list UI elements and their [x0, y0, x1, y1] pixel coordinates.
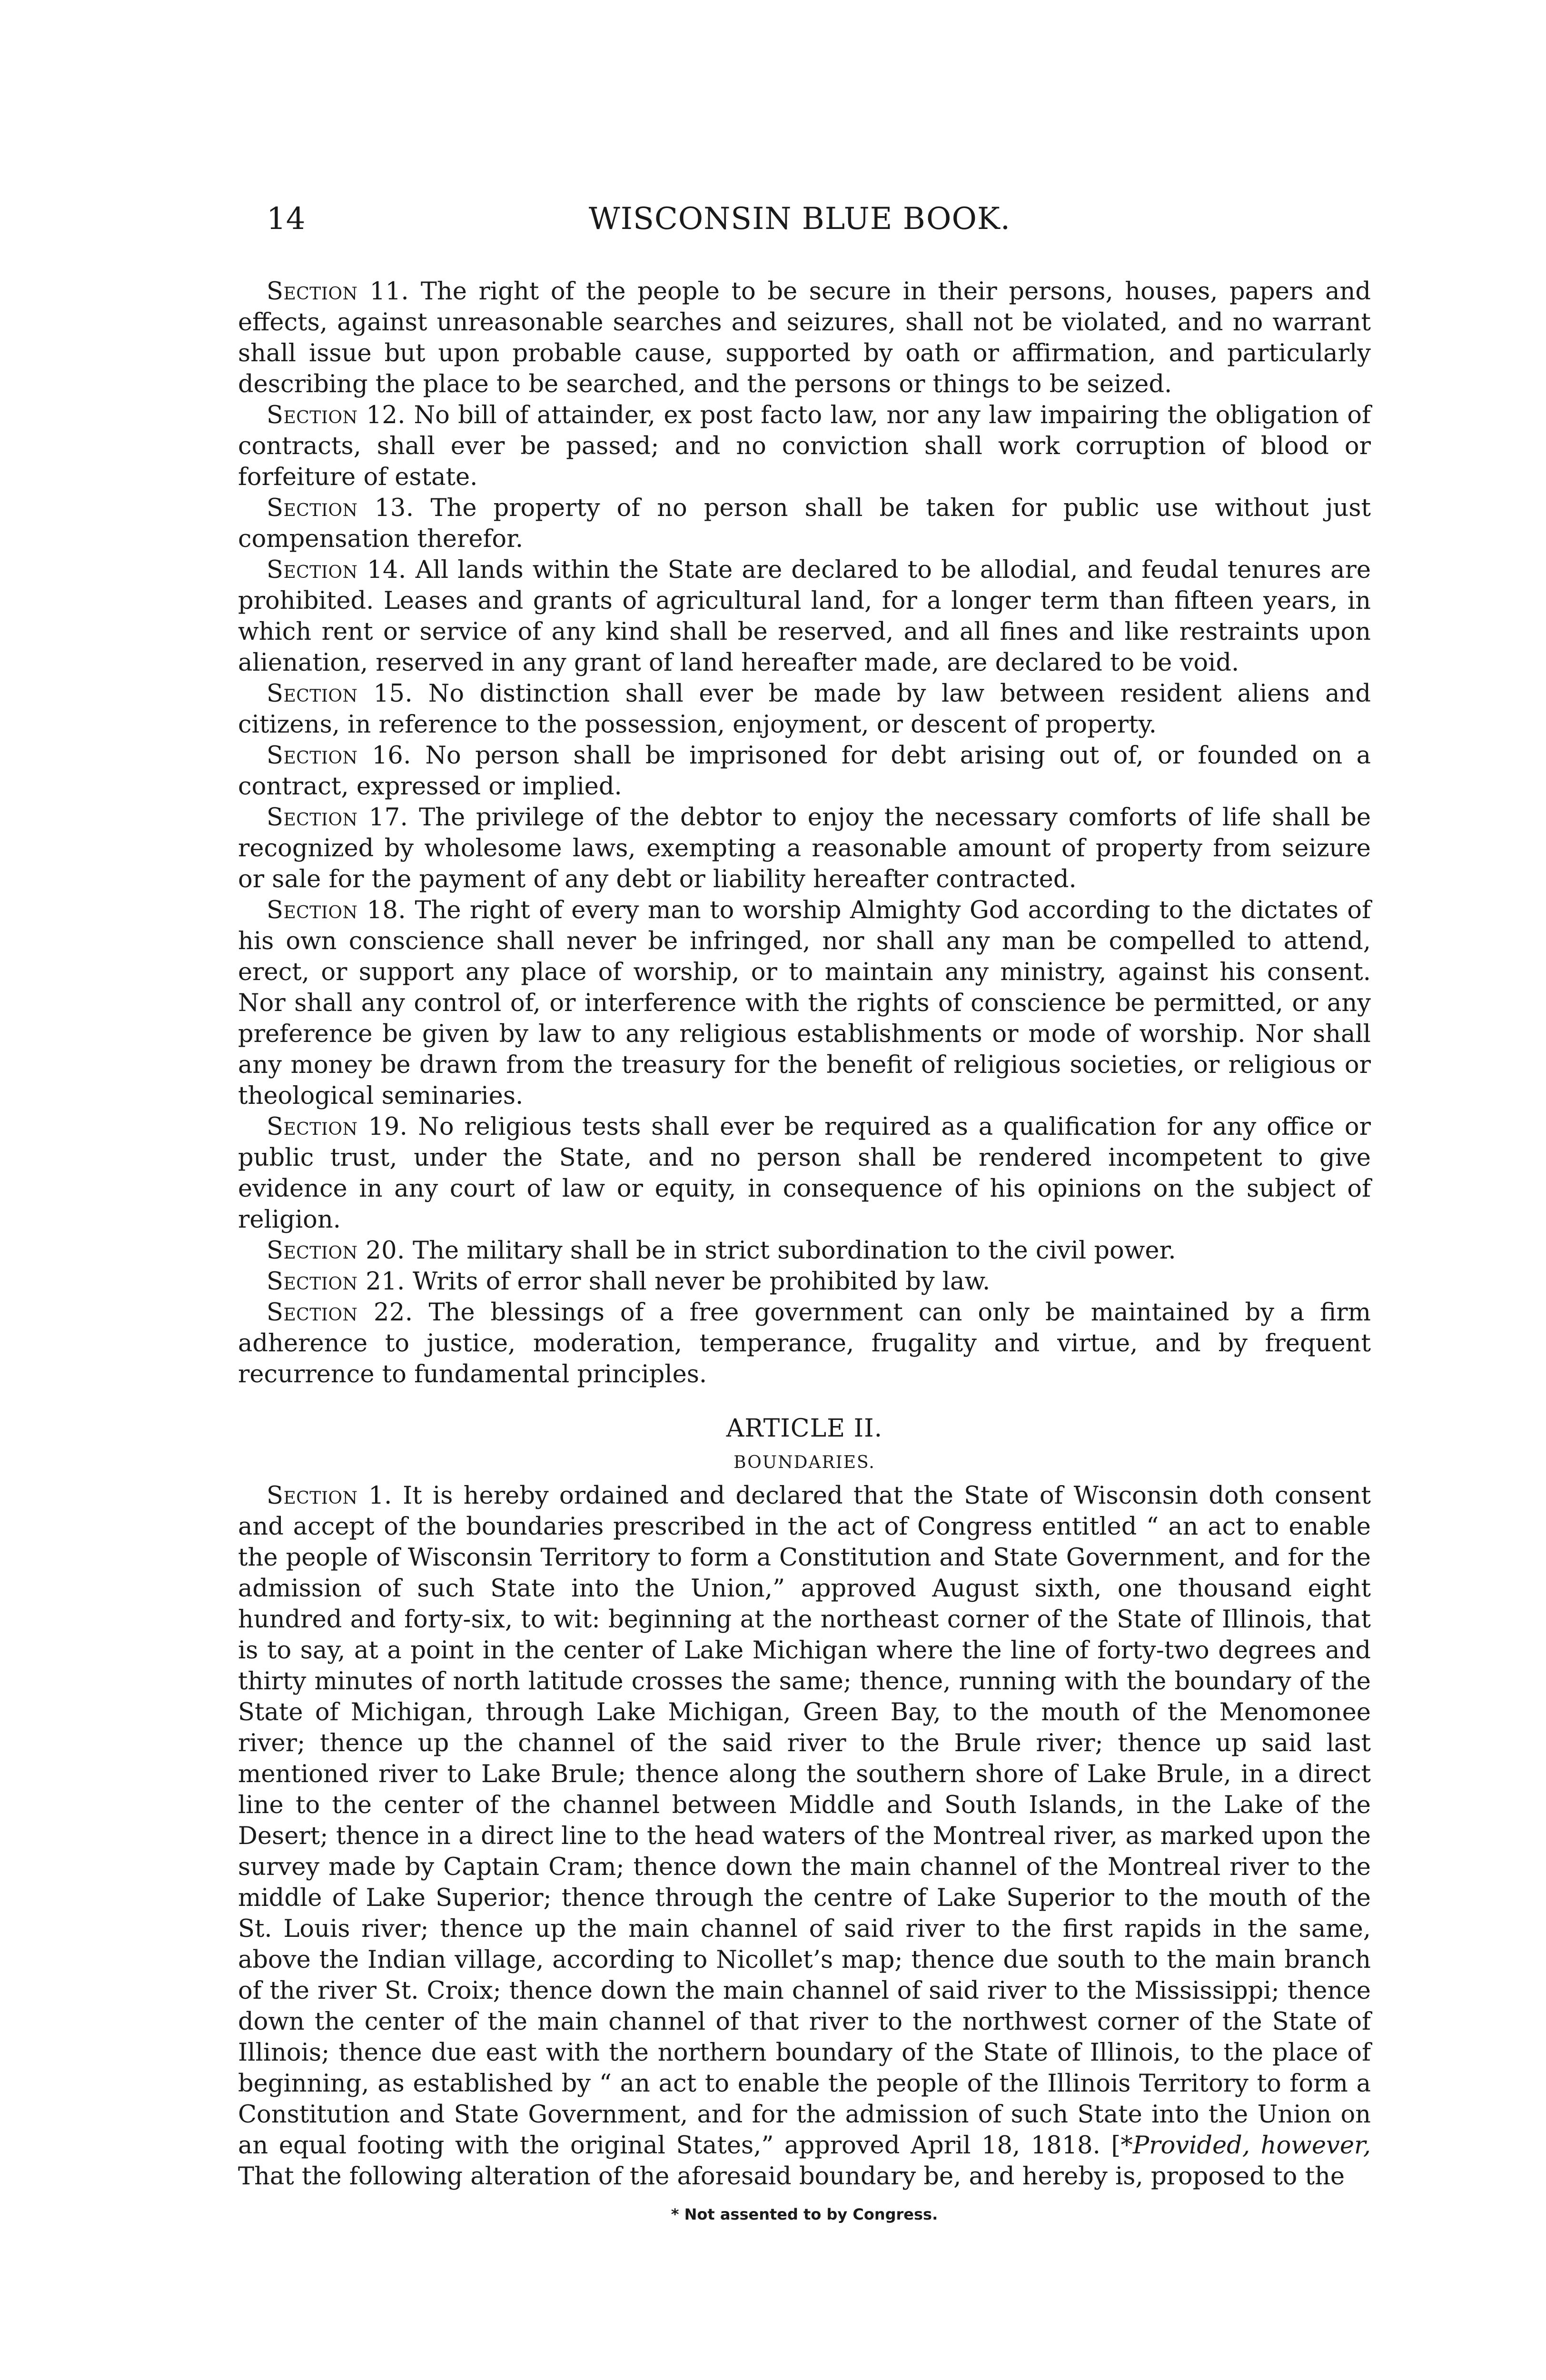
section-22-paragraph [238, 1297, 1371, 1390]
section-label: Section 13. [267, 494, 414, 522]
section-text: The property of no person shall be taken for public use without just compensation therefor. [238, 494, 1371, 553]
section-label: Section 11. [267, 278, 409, 306]
section-text: The military shall be in strict subordination to the civil power. [413, 1237, 1176, 1265]
section-text: No person shall be imprisoned for debt arising out of, or founded on a contract, expressed or implied. [238, 742, 1371, 801]
section-13-paragraph [238, 493, 1371, 555]
section-text: All lands within the State are declared to be allodial, and feudal tenures are prohibited. Leases and grants of agricultural land, for a longer term than fifteen years, in which rent or service of any kind shall be reserved, and all fines and like restraints upon alienation, reserved in any grant of land hereafter made, are declared to be void. [238, 556, 1371, 677]
section-14-paragraph [238, 555, 1371, 678]
section-16-paragraph [238, 740, 1371, 802]
section-19-paragraph [238, 1111, 1371, 1235]
section-text: No distinction shall ever be made by law between resident aliens and citizens, in reference to the possession, enjoyment, or descent of property. [238, 680, 1371, 739]
section-text: No religious tests shall ever be required as a qualification for any office or public trust, under the State, and no person shall be rendered incompetent to give evidence in any court of law or equity, in consequence of his opinions on the subject of religion. [238, 1113, 1371, 1234]
section-label: Section 22. [267, 1299, 413, 1327]
section-label: Section 15. [267, 680, 413, 708]
section-label: Section 21. [267, 1268, 405, 1296]
boundaries-section-1-paragraph [238, 1480, 1371, 2192]
page-body [238, 276, 1371, 2192]
section-20-paragraph [238, 1235, 1371, 1266]
section-17-paragraph [238, 802, 1371, 895]
section-21-paragraph [238, 1266, 1371, 1297]
section-text: It is hereby ordained and declared that the State of Wisconsin doth consent and accept of the boundaries prescribed in the act of Congress entitled “ an act to enable the people of Wisconsin Territory to form a Constitution and State Government, and for the admission of such State into the Union,” approved August sixth, one thousand eight hundred and forty-six, to wit: beginning at the northeast corner of the State of Illinois, that is to say, at a point in the center of Lake Michigan where the line of forty-two degrees and thirty minutes of north latitude crosses the same; thence, running with the boundary of the State of Michigan, through Lake Michigan, Green Bay, to the mouth of the Menomonee river; thence up the channel of the said river to the Brule river; thence up said last mentioned river to Lake Brule; thence along the southern shore of Lake Brule, in a direct line to the center of the channel between Middle and South Islands, in the Lake of the Desert; thence in a direct line to the head waters of the Montreal river, as marked upon the survey made by Captain Cram; thence down the main channel of the Montreal river to the middle of Lake Superior; thence through the centre of Lake Superior to the mouth of the St. Louis river; thence up the main channel of said river to the first rapids in the same, above the Indian village, according to Nicollet’s map; thence due south to the main branch of the river St. Croix; thence down the main channel of said river to the Mississippi; thence down the center of the main channel of that river to the northwest corner of the State of Illinois; thence due east with the northern boundary of the State of Illinois, to the place of beginning, as established by “ an act to enable the people of the Illinois Territory to form a Constitution and State Government, and for the admission of such State into the Union on an equal footing with the original States,” approved April 18, 1818. [* [238, 1482, 1371, 2160]
section-text: The privilege of the debtor to enjoy the necessary comforts of life shall be recognized by wholesome laws, exempting a reasonable amount of property from seizure or sale for the payment of any debt or liability hereafter contracted. [238, 803, 1371, 893]
section-label: Section 1. [267, 1482, 392, 1510]
page-number: 14 [267, 201, 306, 237]
section-label: Section 16. [267, 742, 412, 770]
article-heading: ARTICLE II. [726, 1414, 883, 1443]
section-text: The right of every man to worship Almighty God according to the dictates of his own conscience shall never be infringed, nor shall any man be compelled to attend, erect, or support any place of worship, or to maintain any ministry, against his consent. Nor shall any control of, or interference with the rights of conscience be permitted, or any preference be given by law to any religious establishments or mode of worship. Nor shall any money be drawn from the treasury for the benefit of religious societies, or religious or theological seminaries. [238, 896, 1371, 1110]
footnote: * Not assented to by Congress. [671, 2205, 938, 2223]
section-12-paragraph [238, 400, 1371, 493]
page-header [267, 200, 1333, 238]
section-label: Section 12. [267, 401, 406, 429]
section-18-paragraph [238, 895, 1371, 1111]
article-subheading: BOUNDARIES. [733, 1453, 875, 1472]
section-label: Section 18. [267, 896, 406, 924]
section-label: Section 17. [267, 803, 408, 832]
running-title: WISCONSIN BLUE BOOK. [588, 201, 1011, 237]
section-text: No bill of attainder, ex post facto law, nor any law impairing the obligation of contracts, shall ever be passed; and no conviction shall work corruption of blood or forfeiture of estate. [238, 401, 1371, 491]
italic-proviso: Provided, however, [1132, 2132, 1371, 2160]
section-label: Section 19. [267, 1113, 408, 1141]
section-11-paragraph [238, 276, 1371, 400]
section-label: Section 20. [267, 1237, 405, 1265]
section-text-tail: That the following alteration of the aforesaid boundary be, and hereby is, proposed to the [238, 2162, 1345, 2191]
section-text: The right of the people to be secure in their persons, houses, papers and effects, against unreasonable searches and seizures, shall not be violated, and no warrant shall issue but upon probable cause, supported by oath or affirmation, and particularly describing the place to be searched, and the persons or things to be seized. [238, 278, 1371, 398]
section-label: Section 14. [267, 556, 406, 584]
section-text: The blessings of a free government can only be maintained by a firm adherence to justice, moderation, temperance, frugality and virtue, and by frequent recurrence to fundamental principles. [238, 1299, 1371, 1388]
section-15-paragraph [238, 678, 1371, 740]
section-text: Writs of error shall never be prohibited by law. [413, 1268, 991, 1296]
